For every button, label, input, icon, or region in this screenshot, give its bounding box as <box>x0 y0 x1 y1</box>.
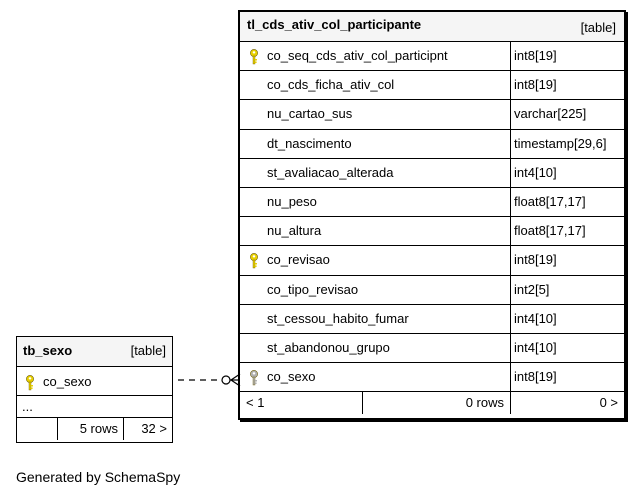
column-name: nu_peso <box>267 193 317 209</box>
column-name: st_cessou_habito_fumar <box>267 310 409 326</box>
column-type: timestamp[29,6] <box>514 135 607 151</box>
children-count[interactable]: 0 > <box>599 395 618 411</box>
column-name: nu_altura <box>267 223 322 239</box>
column-type: int8[19] <box>514 252 557 268</box>
column-name: dt_nascimento <box>267 135 352 151</box>
column-name: st_avaliacao_alterada <box>267 164 394 180</box>
row-count: 5 rows <box>58 418 124 440</box>
crowfoot-lower <box>231 380 240 386</box>
column-type: int2[5] <box>514 281 550 297</box>
generated-by-credit: Generated by SchemaSpy <box>16 469 181 485</box>
table-name: tb_sexo <box>23 343 73 358</box>
column-name: co_sexo <box>267 369 316 385</box>
crowfoot-upper <box>231 374 240 380</box>
children-count[interactable]: 32 > <box>141 421 167 436</box>
column-type: float8[17,17] <box>514 193 586 209</box>
table-name: tl_cds_ativ_col_participante <box>247 17 422 32</box>
column-name: co_tipo_revisao <box>267 281 359 297</box>
table-type-label: [table] <box>130 343 166 358</box>
column-type: varchar[225] <box>514 106 587 122</box>
optional-circle-marker <box>222 376 230 384</box>
more-columns-ellipsis: ... <box>17 396 172 418</box>
column-type: int8[19] <box>514 369 557 385</box>
column-type: int4[10] <box>514 339 557 355</box>
column-name: co_seq_cds_ativ_col_participnt <box>267 48 448 63</box>
column-type: int4[10] <box>514 310 557 326</box>
column-type: int4[10] <box>514 164 557 180</box>
parents-count[interactable]: < 1 <box>240 392 363 414</box>
table-type-label: [table] <box>580 20 616 35</box>
column-name: co_sexo <box>43 374 92 389</box>
column-type: int8[19] <box>514 77 557 93</box>
column-type: float8[17,17] <box>514 223 586 239</box>
column-name: co_cds_ficha_ativ_col <box>267 77 395 93</box>
column-name: co_revisao <box>267 252 330 268</box>
column-type: int8[19] <box>514 48 557 63</box>
column-name: st_abandonou_grupo <box>267 339 390 355</box>
column-name: nu_cartao_sus <box>267 106 353 122</box>
row-count: 0 rows <box>363 392 511 414</box>
